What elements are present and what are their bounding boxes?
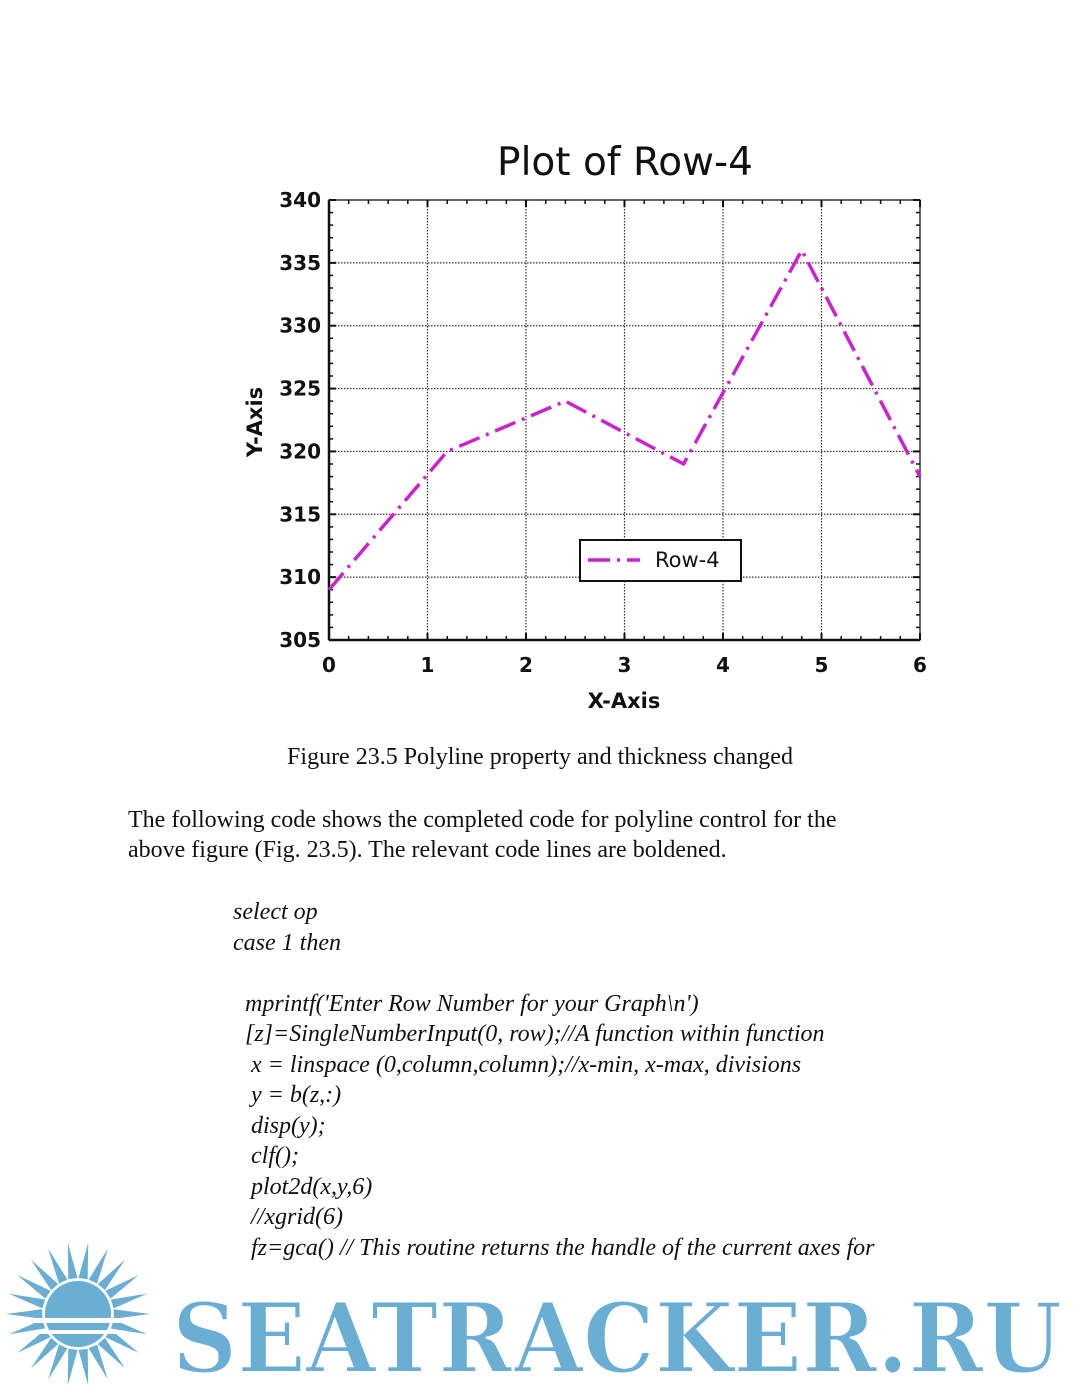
sun-ray xyxy=(79,1349,89,1386)
code-block xyxy=(233,897,874,1263)
y-tick-label: 315 xyxy=(279,502,321,527)
sun-ray xyxy=(68,1349,78,1386)
sun-ray xyxy=(79,1243,89,1280)
x-tick-label: 5 xyxy=(814,653,829,677)
code-line: clf(); xyxy=(233,1143,299,1169)
y-tick-label: 310 xyxy=(279,565,321,590)
x-tick-label: 6 xyxy=(913,653,927,677)
x-tick-label: 1 xyxy=(420,653,435,677)
code-line: plot2d(x,y,6) xyxy=(233,1173,373,1200)
figure-caption: Figure 23.5 Polyline property and thickness changed xyxy=(287,744,793,770)
x-axis-label: X-Axis xyxy=(587,689,661,713)
code-line: //xgrid(6) xyxy=(233,1204,343,1230)
code-line: mprintf('Enter Row Number for your Graph\n') xyxy=(233,990,699,1017)
code-line: case 1 then xyxy=(233,929,341,956)
y-tick-label: 335 xyxy=(279,250,321,275)
x-tick-label: 0 xyxy=(322,653,336,677)
sun-ray xyxy=(111,1294,147,1309)
legend xyxy=(580,540,741,581)
x-tick-label: 3 xyxy=(617,653,632,677)
chart-title: Plot of Row-4 xyxy=(497,140,753,185)
code-line: y = b(z,:) xyxy=(233,1082,342,1108)
sun-logo-icon xyxy=(6,1243,150,1386)
legend-label: Row-4 xyxy=(655,548,720,572)
x-tick-label: 2 xyxy=(519,653,533,677)
x-tick-labels xyxy=(322,653,927,677)
body-paragraph xyxy=(128,805,948,865)
x-tick-label: 4 xyxy=(716,653,730,677)
y-tick-label: 325 xyxy=(279,376,321,401)
code-line: fz=gca() // This routine returns the handle of the current axes for xyxy=(233,1234,875,1261)
paragraph-line: above figure (Fig. 23.5). The relevant code lines are boldened. xyxy=(128,837,727,863)
code-line: select op xyxy=(233,899,318,925)
y-tick-label: 330 xyxy=(279,313,321,338)
sun-ray xyxy=(68,1243,78,1280)
watermark xyxy=(0,1232,1080,1397)
sun-ray xyxy=(114,1309,150,1318)
sun-ray xyxy=(6,1309,42,1318)
code-line: disp(y); xyxy=(233,1112,326,1139)
code-line: [z]=SingleNumberInput(0, row);//A function within function xyxy=(233,1021,825,1047)
paragraph-line: The following code shows the completed code for polyline control for the xyxy=(128,807,837,833)
y-tick-label: 305 xyxy=(279,628,321,652)
watermark-text: SEATRACKER.RU xyxy=(172,1282,1062,1395)
y-tick-label: 340 xyxy=(279,188,321,212)
code-line xyxy=(233,958,874,989)
code-line: x = linspace (0,column,column);//x-min, x-max, divisions xyxy=(233,1051,802,1078)
y-tick-label: 320 xyxy=(279,439,321,464)
y-axis-label: Y-Axis xyxy=(243,386,267,458)
sun-ray xyxy=(9,1294,45,1309)
y-tick-labels xyxy=(279,188,321,652)
